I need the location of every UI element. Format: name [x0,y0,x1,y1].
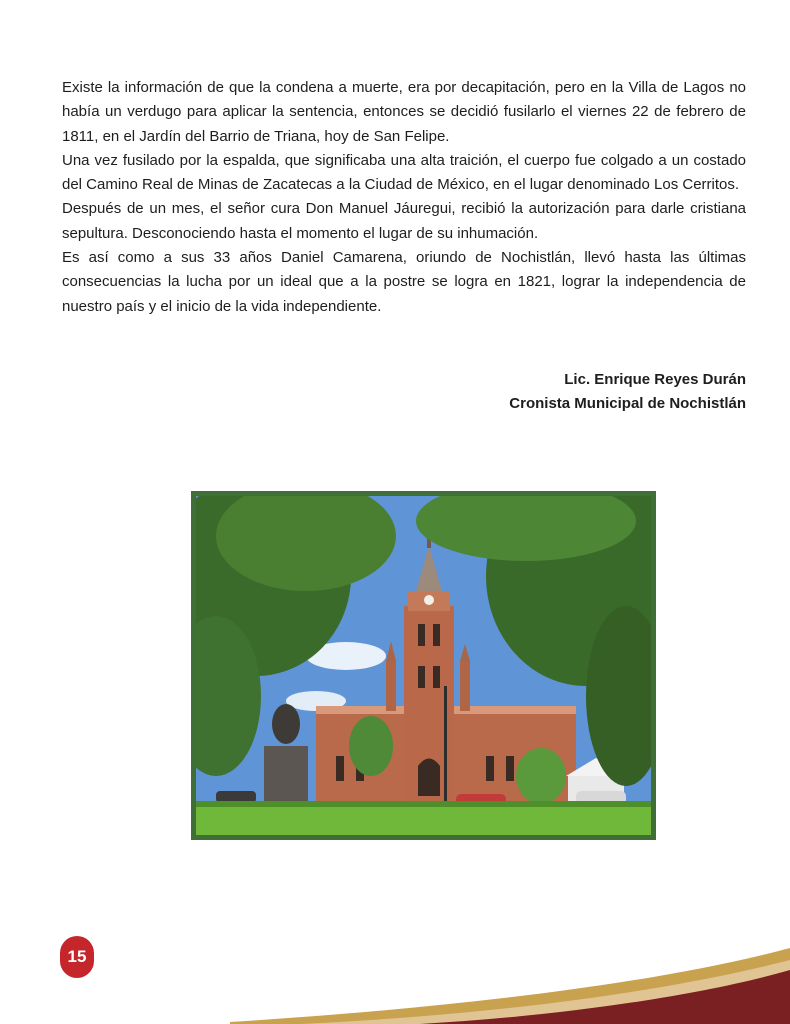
decorative-swoosh [0,930,790,1024]
signature-block [509,368,746,416]
paragraph: Una vez fusilado por la espalda, que significaba una alta traición, el cuerpo fue colgado a un costado del Camino Real de Minas de Zacatecas a la Ciudad de México, en el lugar denominado Los Cerritos. [62,151,746,194]
paragraph: Después de un mes, el señor cura Don Manuel Jáuregui, recibió la autorización para darle cristiana sepultura. Desconociendo hasta el momento el lugar de su inhumación. [62,200,746,242]
body-text [62,76,746,319]
paragraph: Existe la información de que la condena a muerte, era por decapitación, pero en la Villa de Lagos no había un verdugo para aplicar la sentencia, entonces se decidió fusilarlo el viernes 22 de febrero de 1811, en el Jardín del Barrio de Triana, hoy de San Felipe. [62,79,746,145]
church-photo [191,491,656,840]
paragraph: Es así como a sus 33 años Daniel Camarena, oriundo de Nochistlán, llevó hasta las últimas consecuencias la lucha por un ideal que a la postre se logra en 1821, lograr la independencia de nuestro país y el inicio de la vida independiente. [62,249,746,315]
author-role: Cronista Municipal de Nochistlán [509,395,746,412]
church-photo-illustration [196,496,651,835]
page-number: 15 [67,947,87,966]
author-name: Lic. Enrique Reyes Durán [564,371,746,388]
